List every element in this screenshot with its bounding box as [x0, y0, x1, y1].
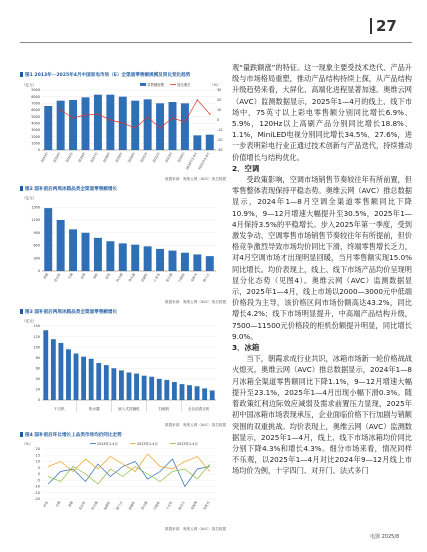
x-tick-label: 2018年 — [102, 151, 112, 164]
fig1-title — [20, 72, 190, 78]
x-tick-label: 冰柜 — [92, 272, 99, 281]
growth-point — [72, 117, 74, 119]
bar — [104, 365, 109, 400]
y2-tick-label: 0 — [217, 118, 220, 123]
y-unit-label: （亿元） — [22, 319, 37, 323]
bar — [43, 330, 48, 400]
bar — [51, 339, 56, 400]
x-tick-label: 冰箱 — [42, 272, 50, 281]
bar — [82, 97, 90, 150]
bar — [58, 343, 63, 400]
x-tick-label: 集成灶 — [177, 500, 186, 511]
fig2-source: 数据来源：奥维云网（AVC）推总数据 — [165, 300, 227, 304]
fig1-chart — [20, 80, 223, 176]
y-tick-label: 0 — [37, 472, 40, 477]
y-tick-label: 5 — [37, 465, 40, 470]
x-tick-label: 干衣机 — [165, 500, 174, 511]
bar — [74, 353, 79, 400]
paragraph-3: 当下，朝霞求成行业共识，冰箱市场新一轮价格战战火熄灭。奥维云网（AVC）推总数据显示，2024年1—8月冰箱全渠道零售额同比下降1.1%，9—12月增速大幅提升至23.1%，2025年1—4月出现小幅下滑0.3%。随着政策红利边际效应减弱及需求前置压力显现，2025年初中国冰箱市场表现承压，企业面临价格下行加剧与销额突围的双重挑战。均价表现上，奥维云网（AVC）监测数据显示，2025年1—4月，线上、线下市场冰箱均价同比分别下降4.3%和增长4.3%。细分市场来看，情况同样不乐观，以2025年1—4月对比2024年9—12月线上市场均价为例，十字四门、对开门、法式多门 — [232, 354, 412, 476]
bar — [106, 95, 114, 150]
x-tick-label: 洗衣机 — [78, 500, 87, 511]
legend-label-line: 同比增长 — [177, 82, 191, 87]
page-number: 27 — [370, 18, 397, 34]
group-label: 嵌入式洗碗机 — [118, 407, 140, 411]
x-tick-label: 2021年 — [139, 151, 149, 164]
fig2-title-text: 图2 国补前后两周冰箱品类全渠道零售额增长 — [25, 187, 118, 192]
fig1-source: 数据来源：奥维云网（AVC）推总数据 — [165, 177, 227, 181]
y2-tick-label: -10 — [217, 128, 223, 133]
x-tick-label: 扫地机 — [177, 272, 186, 283]
bar — [156, 103, 164, 150]
bar — [119, 243, 127, 271]
y2-tick-label: 20 — [217, 98, 222, 103]
x-tick-label: 吸尘器 — [165, 272, 174, 283]
legend-label: 2025年1-4月 — [177, 441, 198, 446]
bar — [131, 245, 139, 271]
y-tick-label: 5000 — [31, 114, 40, 119]
fig2-title — [20, 186, 117, 192]
fig4-title-text: 图4 国补前后环比增长上品类市场均价同比走势 — [25, 433, 122, 438]
y-tick-label: 100 — [33, 345, 40, 350]
bar — [169, 102, 177, 150]
growth-point — [97, 113, 99, 115]
bar — [169, 251, 177, 271]
y-tick-label: 40 — [35, 377, 40, 382]
fig3-chart — [20, 316, 220, 421]
x-tick-label: 2019年 — [114, 151, 124, 164]
bar — [94, 238, 102, 271]
x-tick-label: 燃气灶 — [115, 500, 124, 511]
x-tick-label: 2017年 — [89, 151, 99, 164]
bar — [206, 135, 214, 150]
fig3-title — [20, 309, 117, 315]
x-tick-label: 2020年 — [126, 151, 137, 164]
bar — [57, 101, 65, 150]
fig2-chart — [20, 193, 220, 298]
y-tick-label: 60 — [35, 366, 40, 371]
y-tick-label: 300 — [33, 256, 40, 261]
bar — [164, 380, 169, 400]
y-tick-label: 20 — [35, 387, 40, 392]
x-tick-label: 电吹风 — [202, 500, 211, 511]
bar — [69, 100, 77, 150]
bar — [69, 229, 77, 271]
fig4-source: 数据来源：奥维云网（AVC）推总数据 — [165, 527, 227, 531]
y-tick-label: 9000 — [31, 88, 40, 93]
bar — [181, 103, 189, 150]
y-tick-label: 120 — [33, 334, 40, 339]
section-heading-ac: 2．空调 — [232, 163, 260, 173]
y-tick-label: 0 — [37, 269, 40, 274]
x-tick-label: 油烟机 — [102, 500, 112, 511]
x-tick-label: 2025年1-4月 — [197, 151, 211, 171]
y-tick-label: 140 — [33, 324, 40, 329]
paragraph-1: 观“量跌额涨”的特征。这一现象主要受技术迭代、产品升级与市场格局重塑，推动产品结构持续上探，从产品结构升级趋势来看，大屏化、高端化进程显著加速。奥维云网（AVC）监测数据显示，2025年1—4月的线上、线下市场中，75英寸以上彩电零售额分别同比增长6.9%、5.9%，120Hz以上高刷产品分别同比增长18.8%、1.1%，MiniLED电视分别同比增长34.5%、27.6%，进一步表明彩电行业正通过技术创新与产品迭代，持续推动价值增长与结构优化。 — [232, 63, 412, 162]
bar — [119, 370, 124, 400]
bar — [44, 106, 52, 150]
x-tick-label: 彩电 — [42, 500, 50, 509]
fig3-source: 数据来源：奥维云网（AVC）推总数据 — [165, 423, 227, 427]
bar — [181, 253, 189, 271]
bar — [149, 377, 154, 400]
bar — [44, 208, 52, 271]
y-tick-label: 0 — [37, 398, 40, 403]
y2-unit-label: （%） — [210, 83, 221, 87]
x-tick-label: 扫地机 — [152, 500, 161, 511]
bar — [94, 95, 102, 150]
y-unit-label: （亿元） — [22, 83, 37, 87]
growth-point — [209, 113, 211, 115]
y2-tick-label: 30 — [217, 88, 222, 93]
x-tick-label: 空调 — [54, 500, 62, 509]
x-tick-label: 电视 — [79, 272, 87, 281]
y-tick-label: 8000 — [31, 94, 40, 99]
x-tick-label: 洗碗机 — [140, 272, 149, 283]
y-tick-label: 20 — [35, 447, 40, 452]
y2-tick-label: -20 — [217, 138, 223, 143]
bar — [142, 376, 147, 400]
bar — [180, 384, 185, 400]
fig4-title — [20, 432, 122, 438]
y-tick-label: 0 — [37, 148, 40, 153]
y-tick-label: 1500 — [31, 205, 40, 210]
x-tick-label: 2024年1-4月 — [184, 151, 199, 171]
x-tick-label: 燃气灶 — [202, 272, 211, 283]
y-tick-label: 3000 — [31, 128, 40, 133]
y-tick-label: 1200 — [31, 218, 40, 223]
fig3-title-text: 图3 国补前后两周冰箱品类全渠道零售额增长 — [25, 310, 118, 315]
bar — [96, 363, 101, 400]
growth-point — [184, 121, 186, 123]
legend-swatch-bars — [140, 83, 146, 86]
bar — [193, 135, 201, 150]
y2-tick-label: 10 — [217, 108, 222, 113]
header-rule — [20, 42, 412, 43]
x-tick-label: 2024年 — [176, 151, 186, 164]
legend-label: 2025年1-4月 — [137, 441, 158, 446]
growth-point — [134, 127, 136, 129]
x-tick-label: 2013年 — [39, 151, 50, 164]
bar — [66, 349, 71, 400]
bar — [156, 249, 164, 271]
bar — [172, 382, 177, 400]
x-tick-label: 净水器 — [127, 272, 137, 283]
footer-label: 电器 2025/8 — [370, 534, 400, 540]
growth-point — [85, 114, 87, 116]
growth-point — [60, 109, 62, 111]
bar — [106, 241, 114, 271]
x-tick-label: 洗衣机 — [53, 272, 62, 283]
x-tick-label: 小家电 — [152, 272, 161, 283]
y-tick-label: 10 — [35, 459, 40, 464]
bar — [187, 385, 192, 400]
paragraph-2: 受政策影响，空调市场销售节奏较往年有所前置，但零售整体表现保持平稳态势。奥维云网（AVC）推总数据显示，2024年1—8月空调全渠道零售额同比下降10.9%，9—12月增速大幅提升至30.5%，2025年1—4月保持3.5%的平稳增长。步入2025年第一季度，受到激发争动、空调零售市场销售节奏较往年有所提前，但价格竞争激烈导致市场均价同比下滑，终端零售增长乏力，对4月空调市场才出现明显回暖，当月零售额实现15.0%同比增长。均价表现上，线上、线下市场产品均价呈现明显分化态势（见图4）。奥维云网（AVC）监测数据显示，2025年1—4月，线上市场以2000—3000元中低端价格段为主导，该价格区间市场份额高达43.2%，同比增长4.2%；线下市场明显提升，中高端产品结构升级，7500—11500元价格段的柜机份额提升明显，同比增长9.0%。 — [232, 175, 412, 341]
x-tick-label: 电饭煲 — [189, 500, 199, 511]
y-tick-label: 1000 — [31, 141, 40, 146]
bar — [89, 359, 94, 400]
x-tick-label: 2022年 — [151, 151, 161, 164]
y-tick-label: -5 — [36, 478, 40, 483]
x-tick-label: 热水器 — [90, 500, 99, 511]
group-label: 热水器 — [88, 407, 100, 411]
y-tick-label: 7000 — [31, 101, 40, 106]
y-tick-label: 6000 — [31, 108, 40, 113]
y-tick-label: -10 — [34, 484, 40, 489]
y-tick-label: -15 — [34, 490, 40, 495]
x-tick-label: 净水器 — [140, 500, 149, 511]
y-tick-label: 80 — [35, 355, 40, 360]
y-tick-label: 2000 — [31, 134, 40, 139]
y-tick-label: 15 — [35, 453, 40, 458]
bar — [144, 99, 152, 150]
growth-point — [172, 117, 174, 119]
growth-point — [197, 99, 199, 101]
x-tick-label: 空调 — [67, 272, 74, 281]
bar — [57, 220, 65, 271]
bar — [81, 357, 86, 400]
x-tick-label: 2015年 — [64, 151, 74, 164]
y-tick-label: 4000 — [31, 121, 40, 126]
bar — [127, 373, 132, 400]
x-tick-label: 2016年 — [77, 151, 87, 164]
growth-point — [147, 116, 149, 118]
y-tick-label: 900 — [33, 230, 40, 235]
bar — [193, 254, 201, 271]
x-tick-label: 热水器 — [115, 272, 124, 283]
y-unit-label: （%） — [22, 442, 33, 446]
x-tick-label: 厨电 — [104, 272, 112, 281]
x-tick-label: 冰箱 — [67, 500, 74, 509]
bar — [82, 233, 90, 271]
bar — [195, 386, 200, 400]
bar — [111, 368, 116, 400]
bar — [202, 388, 207, 400]
group-label: 全自动洗衣机 — [187, 407, 210, 411]
y-tick-label: -20 — [34, 497, 40, 502]
growth-point — [110, 119, 112, 121]
growth-point — [159, 127, 161, 129]
fig4-chart — [20, 439, 220, 525]
legend-label: 2024年1-4月 — [97, 441, 118, 446]
legend-label-bars: 零售额规模 — [147, 82, 164, 87]
section-heading-fridge: 3．冰箱 — [232, 343, 260, 353]
series-line — [48, 459, 210, 487]
y-unit-label: （亿元） — [22, 196, 37, 200]
bar — [206, 256, 214, 271]
y-tick-label: 600 — [33, 243, 40, 248]
article-column — [232, 62, 412, 477]
x-tick-label: 2014年 — [52, 151, 62, 164]
x-tick-label: 2023年 — [164, 151, 174, 164]
group-label: 干衣机 — [54, 407, 65, 411]
group-label: 扫地机 — [158, 407, 170, 411]
y2-tick-label: -30 — [217, 148, 223, 153]
fig1-title-text: 图1 2013年－2025年4月中国家电市场（E）全渠道零售额规模及同比变化趋势 — [25, 73, 191, 78]
bar — [210, 390, 215, 400]
x-tick-label: 洗碗机 — [127, 500, 137, 511]
bar — [157, 379, 162, 400]
x-tick-label: 电吹风 — [189, 272, 199, 283]
bar — [134, 374, 139, 400]
bar — [144, 246, 152, 271]
growth-point — [122, 122, 124, 124]
